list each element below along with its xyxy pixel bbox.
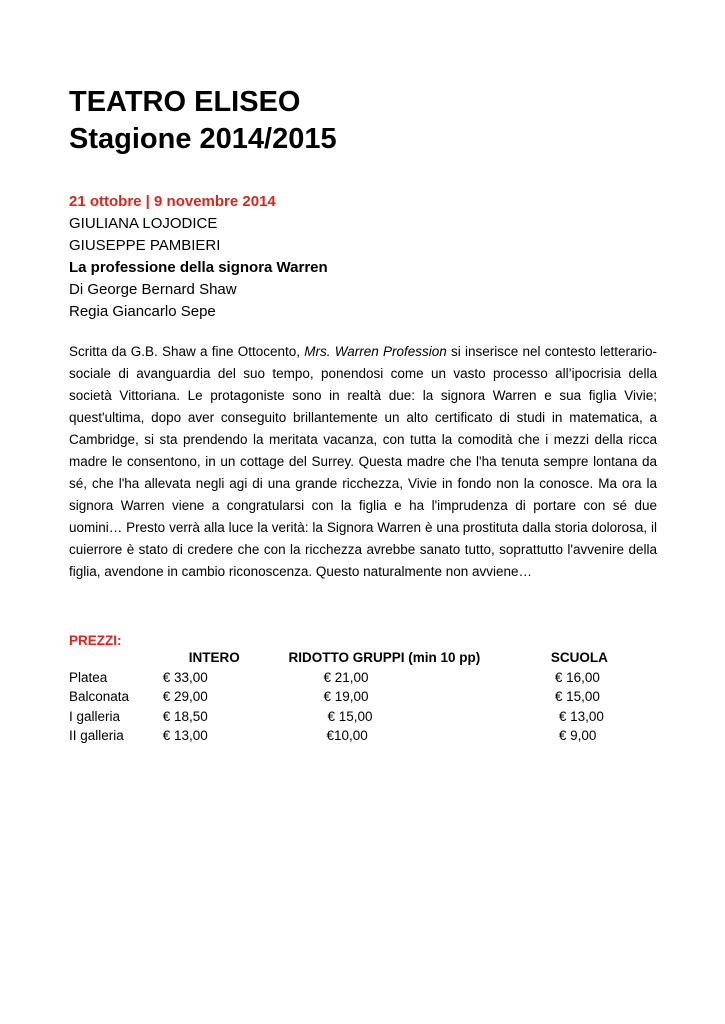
price-cell: € 16,00 [554, 669, 600, 685]
price-cell: € 15,00 [327, 708, 373, 724]
document-title [69, 84, 657, 158]
price-cell: € 18,50 [162, 708, 208, 724]
price-cell: € 29,00 [162, 689, 208, 704]
actor-1: GIULIANA LOJODICE [69, 215, 218, 232]
description-part1: Scritta da G.B. Shaw a fine Ottocento, [69, 344, 305, 359]
play-director: Regia Giancarlo Sepe [69, 303, 216, 320]
row-label: Platea [69, 669, 108, 685]
title-season: Stagione 2014/2015 [69, 123, 337, 155]
title-theatre: TEATRO ELISEO [69, 86, 301, 118]
price-cell: € 15,00 [554, 689, 600, 704]
actor-2: GIUSEPPE PAMBIERI [69, 237, 221, 254]
play-title: La professione della signora Warren [69, 259, 328, 276]
prices-table [69, 650, 657, 748]
description-part2: si inserisce nel contesto letterario-sociale di avanguardia del suo tempo, ponendosi come un vasto processo all’ipocrisia della società Vittoriana. Le protagoniste sono in realtà due: la signora Warren e sua figlia Vivie; quest'ultima, dopo aver conseguito brillantemente un alto certificato di studi in matematica, a Cambridge, si sta prendendo la meritata vacanza, con tutta la comodità che i mezzi della ricca madre le consentono, in un cottage del Surrey. Questa madre che l'ha tenuta sempre lontana da sé, che l'ha allevata negli agi di una grande ricchezza, Vivie in fondo non la conosce. Ma ora la signora Warren viene a congratularsi con la figlia e ha l'imprudenza di portare con sé due uomini… Presto verrà alla luce la verità: la Signora Warren è una prostituta dalla storia dolorosa, il cuierrore è stato di credere che con la ricchezza avrebbe sanato tutto, soprattutto l'avvenire della figlia, avendone in cambio riconoscenza. Questo naturalmente non avviene… [69, 344, 657, 579]
show-dates: 21 ottobre | 9 novembre 2014 [69, 193, 276, 210]
row-label: II galleria [69, 728, 124, 743]
price-cell: €10,00 [326, 728, 368, 743]
header-intero: INTERO [188, 650, 240, 665]
row-label: I galleria [69, 708, 121, 724]
price-cell: € 33,00 [162, 669, 208, 685]
table-row [69, 728, 657, 748]
prices-header-row [69, 650, 657, 670]
table-row [69, 709, 657, 729]
price-cell: € 19,00 [323, 689, 369, 704]
play-author: Di George Bernard Shaw [69, 281, 237, 298]
table-row [69, 689, 657, 709]
header-cell [69, 650, 163, 670]
description-italic-title: Mrs. Warren Profession [304, 344, 447, 359]
price-cell: € 21,00 [323, 669, 369, 685]
table-row [69, 670, 657, 690]
row-label: Balconata [69, 689, 130, 704]
description-paragraph [69, 341, 657, 583]
price-cell: € 13,00 [162, 728, 208, 743]
header-ridotto: RIDOTTO GRUPPI (min 10 pp) [288, 650, 481, 665]
header-scuola: SCUOLA [550, 650, 608, 665]
price-cell: € 13,00 [558, 708, 604, 724]
prices-label: PREZZI: [69, 633, 122, 648]
price-cell: € 9,00 [558, 728, 597, 743]
document-page [69, 84, 657, 748]
